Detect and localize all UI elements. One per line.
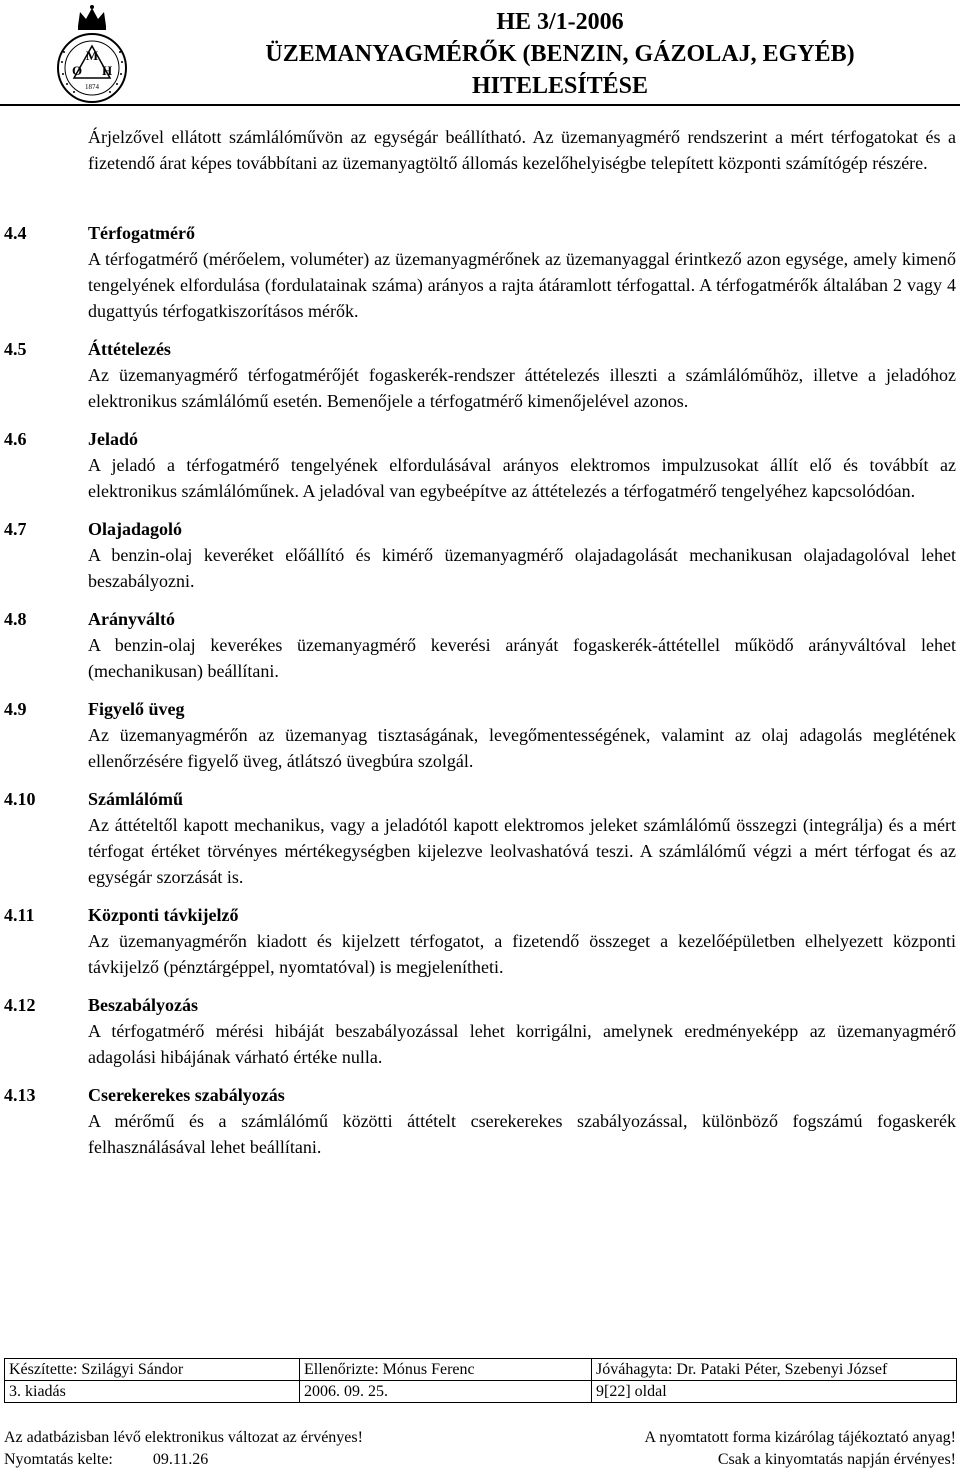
section-body: A mérőmű és a számlálómű közötti áttételt cserekerekes szabályozással, különböző fogszámú fogaskerék felhasználásával lehet beállítani. <box>88 1111 956 1157</box>
section-number: 4.11 <box>4 905 35 925</box>
section-4-12 <box>0 992 960 1070</box>
prepared-by: Készítette: Szilágyi Sándor <box>5 1359 300 1381</box>
section-number: 4.7 <box>4 519 27 539</box>
section-4-4 <box>0 220 960 324</box>
section-body: Az áttételtől kapott mechanikus, vagy a jeladótól kapott elektromos jeleket számlálómű összegzi (integrálja) és a mért térfogat értéket törvényes mértékegységben kijelezve leolvashatóvá teszi. A számlálómű végzi a mért térfogat és az egységár szorzását is. <box>88 815 956 887</box>
section-title: Beszabályozás <box>88 995 198 1015</box>
section-list <box>0 220 960 1172</box>
section-4-5 <box>0 336 960 414</box>
section-title: Cserekerekes szabályozás <box>88 1085 285 1105</box>
section-title: Figyelő üveg <box>88 699 185 719</box>
omh-seal-icon <box>54 4 130 104</box>
section-body: A benzin-olaj keveréket előállító és kimérő üzemanyagmérő olajadagolását mechanikusan olajadagolóval lehet beszabályozni. <box>88 545 956 591</box>
document-title <box>160 6 960 102</box>
document-code: HE 3/1-2006 <box>496 9 624 35</box>
print-validity-note: Csak a kinyomtatás napján érvényes! <box>717 1451 956 1468</box>
section-body: Az üzemanyagmérőn az üzemanyag tisztaságának, levegőmentességének, valamint az olaj adagolás meglétének ellenőrzésére figyelő üveg, átlátszó üvegbúra szolgál. <box>88 725 956 771</box>
section-4-6 <box>0 426 960 504</box>
approved-by: Jóváhagyta: Dr. Pataki Péter, Szebenyi József <box>592 1359 957 1381</box>
section-title: Arányváltó <box>88 609 175 629</box>
seal-letter-m: M <box>85 48 99 63</box>
section-number: 4.5 <box>4 339 27 359</box>
checked-by: Ellenőrizte: Mónus Ferenc <box>300 1359 592 1381</box>
section-body: A térfogatmérő (mérőelem, voluméter) az üzemanyagmérőnek az üzemanyaggal érintkező azon egysége, amely kimenő tengelyének elfordulása (fordulatainak száma) arányos a rajta átáramlott térfogattal. A térfogatmérők általában 2 vagy 4 dugattyús térfogatkiszorításos mérők. <box>88 249 956 321</box>
section-title: Jeladó <box>88 429 139 449</box>
section-title: Áttételezés <box>88 339 171 359</box>
edition-date: 2006. 09. 25. <box>300 1381 592 1403</box>
intro-paragraph: Árjelzővel ellátott számlálóművön az egységár beállítható. Az üzemanyagmérő rendszerint a mért térfogatokat és a fizetendő árat képes továbbítani az üzemanyagtöltő állomás kezelőhelyiségbe telepített központi számítógép részére. <box>88 127 956 173</box>
printed-version-note: A nyomtatott forma kizárólag tájékoztató anyag! <box>644 1429 956 1446</box>
section-body: A benzin-olaj keverékes üzemanyagmérő keverési arányát fogaskerék-áttétellel működő arányváltóval lehet (mechanikusan) beállítani. <box>88 635 956 681</box>
section-number: 4.10 <box>4 789 36 809</box>
approval-table <box>4 1358 957 1403</box>
section-number: 4.9 <box>4 699 27 719</box>
section-4-13 <box>0 1082 960 1160</box>
section-body: A jeladó a térfogatmérő tengelyének elfordulásával arányos elektromos impulzusokat állít elő és továbbít az elektronikus számlálóműnek. A jeladóval van egybeépítve az áttételezés a térfogatmérő tengelyéhez kapcsolódóan. <box>88 455 956 501</box>
document-subject: ÜZEMANYAGMÉRŐK (BENZIN, GÁZOLAJ, EGYÉB) <box>265 41 855 67</box>
section-number: 4.4 <box>4 223 27 243</box>
approval-row <box>5 1359 957 1381</box>
section-title: Olajadagoló <box>88 519 183 539</box>
section-body: A térfogatmérő mérési hibáját beszabályozással lehet korrigálni, amelynek eredményeképp az üzemanyagmérő adagolási hibájának várható értéke nulla. <box>88 1021 956 1067</box>
section-title: Számlálómű <box>88 789 184 809</box>
print-date-line <box>4 1450 208 1470</box>
section-number: 4.6 <box>4 429 27 449</box>
section-4-10 <box>0 786 960 890</box>
seal-letter-h: H <box>101 63 113 78</box>
electronic-version-note: Az adatbázisban lévő elektronikus változat az érvényes! <box>4 1429 363 1446</box>
section-4-7 <box>0 516 960 594</box>
section-body: Az üzemanyagmérőn kiadott és kijelzett térfogatot, a fizetendő összeget a kezelőépületben elhelyezett központi távkijelző (pénztárgéppel, nyomtatóval) is megjelenítheti. <box>88 931 956 977</box>
print-date-label: Nyomtatás kelte: <box>4 1451 113 1468</box>
page-header <box>0 0 960 108</box>
section-number: 4.8 <box>4 609 27 629</box>
section-4-11 <box>0 902 960 980</box>
section-4-9 <box>0 696 960 774</box>
document-purpose: HITELESÍTÉSE <box>471 73 649 99</box>
edition: 3. kiadás <box>5 1381 300 1403</box>
header-divider <box>0 104 960 106</box>
edition-row <box>5 1381 957 1403</box>
section-title: Központi távkijelző <box>88 905 239 925</box>
section-body: Az üzemanyagmérő térfogatmérőjét fogaskerék-rendszer áttételezés illeszti a számlálóműhöz, illetve a jeladóhoz elektronikus számlálómű esetén. Bemenőjele a térfogatmérő kimenőjelével azonos. <box>88 365 956 411</box>
section-title: Térfogatmérő <box>88 223 195 243</box>
section-4-8 <box>0 606 960 684</box>
print-date-value: 09.11.26 <box>152 1451 209 1468</box>
seal-year: 1874 <box>85 83 99 91</box>
section-number: 4.13 <box>4 1085 36 1105</box>
seal-letter-o: O <box>71 63 83 78</box>
page-number: 9[22] oldal <box>592 1381 957 1403</box>
section-number: 4.12 <box>4 995 36 1015</box>
